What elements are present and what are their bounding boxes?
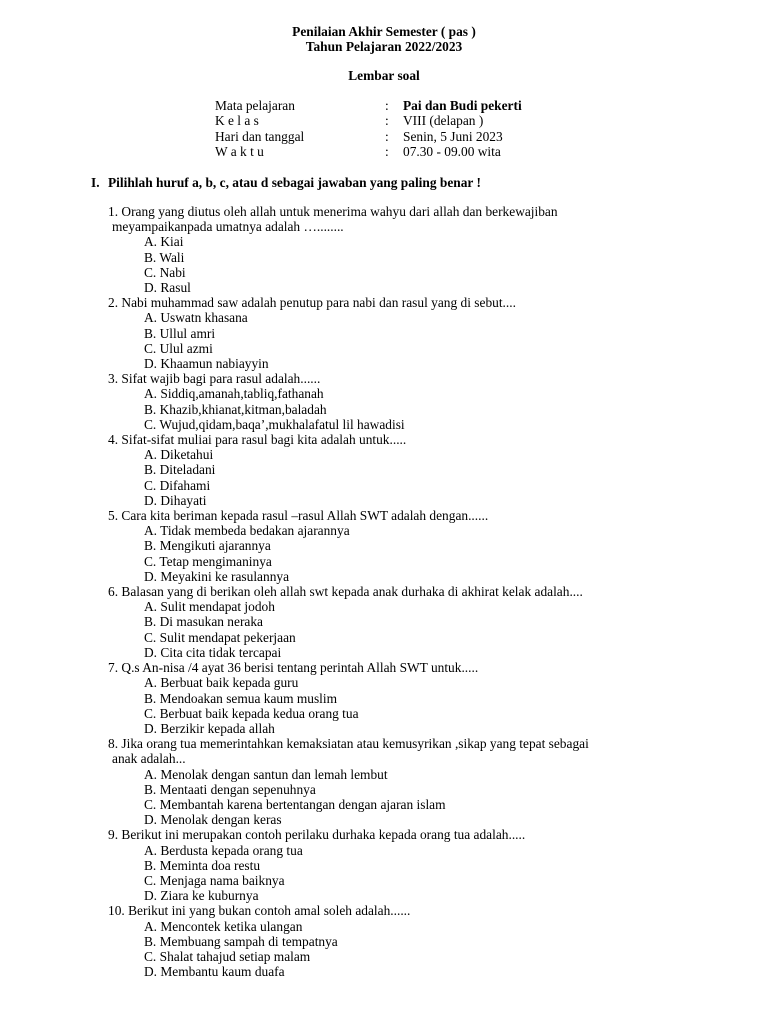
question-stem: Jika orang tua memerintahkan kemaksiatan atau kemusyrikan ,sikap yang tepat sebagai bbox=[121, 736, 589, 752]
question-number: 8. bbox=[108, 736, 119, 752]
question-item bbox=[108, 584, 674, 660]
answer-option: A. Uswatn khasana bbox=[144, 310, 248, 326]
answer-option: D. Menolak dengan keras bbox=[144, 812, 282, 828]
info-colon: : bbox=[385, 113, 389, 129]
question-number: 5. bbox=[108, 508, 119, 524]
question-text bbox=[108, 827, 674, 842]
info-row-class bbox=[215, 113, 635, 128]
info-value-subject: Pai dan Budi pekerti bbox=[403, 98, 522, 113]
info-label: Hari dan tanggal bbox=[215, 128, 305, 144]
answer-option: B. Mendoakan semua kaum muslim bbox=[144, 690, 338, 706]
info-colon: : bbox=[385, 128, 389, 144]
question-text bbox=[108, 584, 674, 599]
answer-option: C. Menjaga nama baiknya bbox=[144, 872, 285, 888]
answer-option: B. Mentaati dengan sepenuhnya bbox=[144, 781, 316, 797]
answer-option: C. Shalat tahajud setiap malam bbox=[144, 948, 311, 964]
answer-option: B. Ullul amri bbox=[144, 325, 216, 341]
question-item bbox=[108, 660, 674, 736]
question-stem: Sifat-sifat muliai para rasul bagi kita adalah untuk..... bbox=[121, 432, 407, 448]
question-stem: Q.s An-nisa /4 ayat 36 berisi tentang perintah Allah SWT untuk..... bbox=[121, 660, 479, 676]
answer-option: D. Berzikir kepada allah bbox=[144, 720, 275, 736]
question-text bbox=[108, 508, 674, 523]
question-stem: Cara kita beriman kepada rasul –rasul Allah SWT adalah dengan...... bbox=[121, 508, 489, 524]
info-label: K e l a s bbox=[215, 113, 259, 129]
question-text bbox=[108, 736, 674, 751]
answer-option: C. Tetap mengimaninya bbox=[144, 553, 272, 569]
question-text bbox=[108, 295, 674, 310]
question-text-continued: meyampaikanpada umatnya adalah …........ bbox=[112, 219, 344, 235]
answer-option: B. Mengikuti ajarannya bbox=[144, 538, 271, 554]
info-colon: : bbox=[385, 143, 389, 159]
question-number: 6. bbox=[108, 584, 119, 600]
question-text bbox=[108, 660, 674, 675]
answer-option: B. Membuang sampah di tempatnya bbox=[144, 933, 338, 949]
question-text bbox=[108, 371, 674, 386]
info-colon: : bbox=[385, 98, 389, 113]
question-item bbox=[108, 827, 674, 903]
answer-option: A. Diketahui bbox=[144, 447, 214, 463]
answer-option: B. Khazib,khianat,kitman,baladah bbox=[144, 401, 327, 417]
question-list bbox=[108, 204, 674, 979]
answer-option: C. Difahami bbox=[144, 477, 211, 493]
question-stem: Balasan yang di berikan oleh allah swt kepada anak durhaka di akhirat kelak adalah.... bbox=[121, 584, 583, 600]
answer-option: B. Meminta doa restu bbox=[144, 857, 261, 873]
answer-option: A. Menolak dengan santun dan lemah lembut bbox=[144, 766, 388, 782]
question-item bbox=[108, 371, 674, 432]
info-row-subject bbox=[215, 98, 635, 113]
answer-option: D. Khaamun nabiayyin bbox=[144, 356, 269, 372]
info-label: W a k t u bbox=[215, 143, 264, 159]
section-number: I. bbox=[91, 175, 100, 190]
exam-info bbox=[215, 98, 635, 159]
info-label: Mata pelajaran bbox=[215, 98, 295, 113]
question-number: 9. bbox=[108, 827, 119, 843]
question-text bbox=[108, 903, 674, 918]
question-number: 10. bbox=[108, 903, 125, 919]
instruction-text: Pilihlah huruf a, b, c, atau d sebagai jawaban yang paling benar ! bbox=[108, 175, 481, 190]
answer-option: D. Cita cita tidak tercapai bbox=[144, 644, 282, 660]
answer-option: A. Kiai bbox=[144, 234, 184, 250]
sheet-title: Lembar soal bbox=[348, 68, 420, 83]
answer-option: B. Diteladani bbox=[144, 462, 216, 478]
answer-option: A. Berbuat baik kepada guru bbox=[144, 675, 299, 691]
answer-option: D. Dihayati bbox=[144, 492, 207, 508]
answer-option: C. Sulit mendapat pekerjaan bbox=[144, 629, 296, 645]
answer-option: C. Berbuat baik kepada kedua orang tua bbox=[144, 705, 359, 721]
answer-option: B. Di masukan neraka bbox=[144, 614, 263, 630]
question-stem: Berikut ini yang bukan contoh amal soleh adalah...... bbox=[128, 903, 411, 919]
question-item bbox=[108, 295, 674, 371]
question-item bbox=[108, 432, 674, 508]
question-number: 3. bbox=[108, 371, 119, 387]
answer-option: D. Ziara ke kuburnya bbox=[144, 888, 259, 904]
answer-option: D. Meyakini ke rasulannya bbox=[144, 568, 290, 584]
question-item bbox=[108, 204, 674, 295]
question-item bbox=[108, 736, 674, 827]
info-value-time: 07.30 - 09.00 wita bbox=[403, 143, 501, 159]
exam-title: Penilaian Akhir Semester ( pas ) bbox=[292, 24, 476, 39]
question-number: 4. bbox=[108, 432, 119, 448]
answer-option: D. Rasul bbox=[144, 280, 191, 296]
question-number: 7. bbox=[108, 660, 119, 676]
answer-option: B. Wali bbox=[144, 249, 185, 265]
info-row-time bbox=[215, 144, 635, 159]
answer-option: A. Siddiq,amanah,tabliq,fathanah bbox=[144, 386, 324, 402]
question-number: 1. bbox=[108, 204, 119, 219]
answer-option: C. Wujud,qidam,baqa’,mukhalafatul lil hawadisi bbox=[144, 416, 405, 432]
question-stem: Nabi muhammad saw adalah penutup para nabi dan rasul yang di sebut.... bbox=[121, 295, 516, 311]
answer-option: A. Sulit mendapat jodoh bbox=[144, 599, 275, 615]
academic-year: Tahun Pelajaran 2022/2023 bbox=[305, 39, 463, 54]
info-row-date bbox=[215, 129, 635, 144]
question-text bbox=[108, 204, 674, 219]
question-item bbox=[108, 508, 674, 584]
question-stem: Orang yang diutus oleh allah untuk menerima wahyu dari allah dan berkewajiban bbox=[121, 204, 558, 219]
section-instruction bbox=[91, 175, 481, 190]
answer-option: C. Membantah karena bertentangan dengan ajaran islam bbox=[144, 796, 446, 812]
answer-option: C. Nabi bbox=[144, 264, 186, 280]
info-value-class: VIII (delapan ) bbox=[403, 113, 484, 129]
answer-option: A. Berdusta kepada orang tua bbox=[144, 842, 303, 858]
question-item bbox=[108, 903, 674, 979]
question-number: 2. bbox=[108, 295, 119, 311]
info-value-date: Senin, 5 Juni 2023 bbox=[403, 128, 503, 144]
answer-option: D. Membantu kaum duafa bbox=[144, 964, 285, 980]
question-text bbox=[108, 432, 674, 447]
question-stem: Berikut ini merupakan contoh perilaku durhaka kepada orang tua adalah..... bbox=[121, 827, 526, 843]
answer-option: C. Ulul azmi bbox=[144, 340, 213, 356]
question-text-continued: anak adalah... bbox=[112, 751, 186, 767]
answer-option: A. Tidak membeda bedakan ajarannya bbox=[144, 523, 350, 539]
question-stem: Sifat wajib bagi para rasul adalah...... bbox=[121, 371, 321, 387]
answer-option: A. Mencontek ketika ulangan bbox=[144, 918, 303, 934]
